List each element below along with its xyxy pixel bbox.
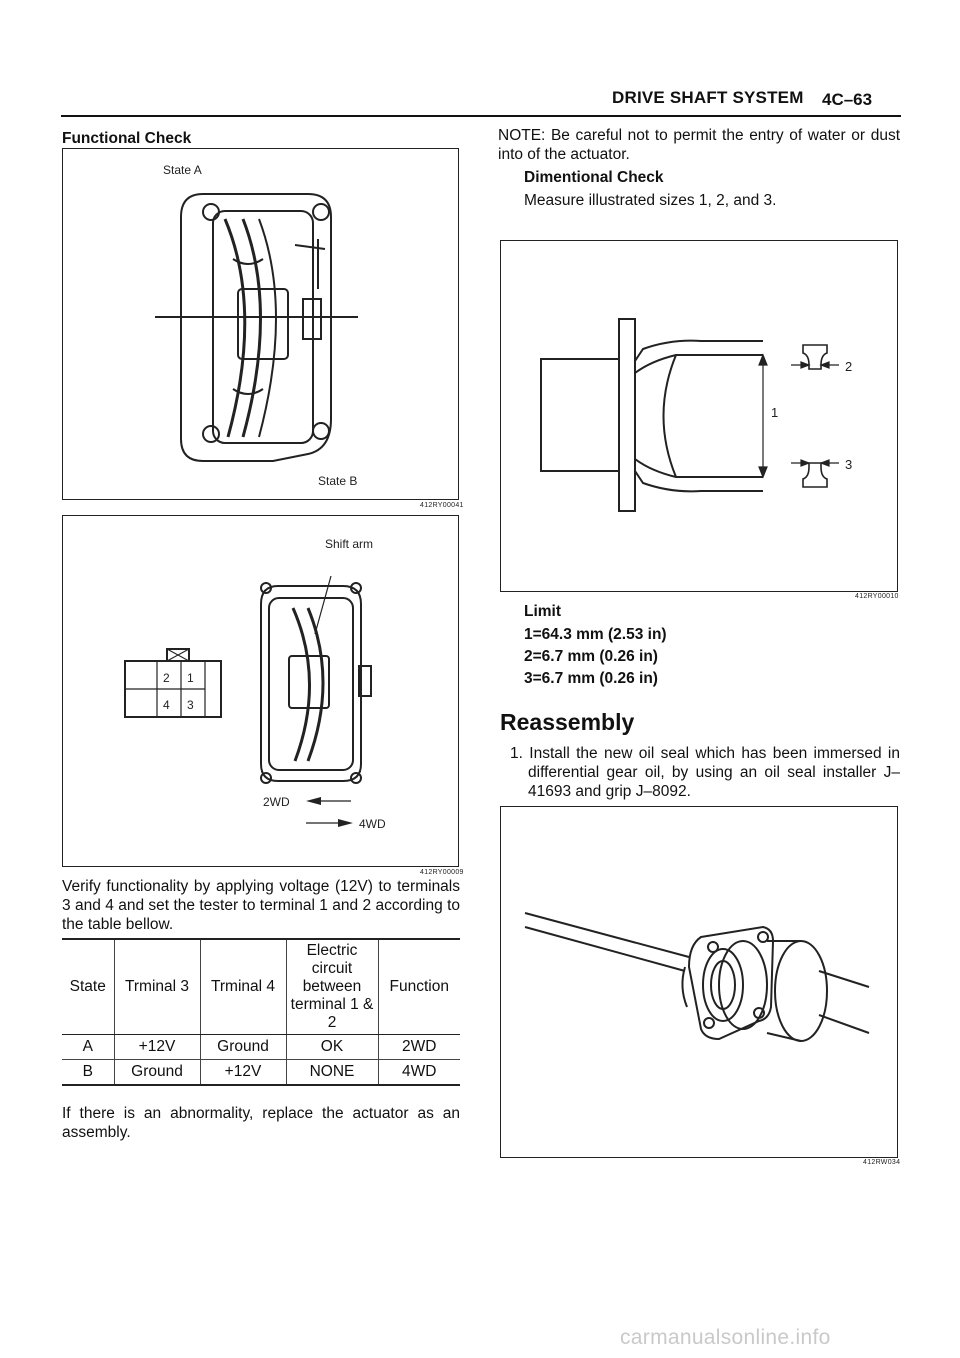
label-state-a: State A: [163, 163, 202, 177]
table-cell: NONE: [286, 1060, 378, 1085]
figure-id-3: 412RY00010: [855, 593, 899, 600]
figure-oil-seal-installer: [500, 806, 898, 1158]
table-header-row: [62, 940, 460, 1035]
table-cell: A: [62, 1035, 114, 1060]
dimension-label-1: 1: [771, 405, 779, 420]
terminal-4: 4: [163, 698, 170, 712]
terminal-3: 3: [187, 698, 194, 712]
dimension-label-2: 2: [845, 359, 853, 374]
reassembly-heading: Reassembly: [500, 709, 635, 735]
arrow-left-icon: [306, 797, 351, 805]
header-rule: [61, 115, 901, 117]
note-paragraph: NOTE: Be careful not to permit the entry of water or dust into of the actuator.: [498, 127, 900, 163]
dimentional-check-text: Measure illustrated sizes 1, 2, and 3.: [524, 192, 777, 209]
dimension-label-3: 3: [845, 457, 853, 472]
figure-id-2: 412RY00009: [420, 869, 464, 876]
yoke-dimensions-drawing: [501, 241, 897, 591]
figure-actuator-states: [62, 148, 459, 500]
footer-site-watermark: carmanualsonline.info: [620, 1326, 831, 1349]
label-shift-arm: Shift arm: [325, 537, 374, 551]
terminal-table-wrapper: [62, 938, 460, 1086]
header-page-number: 4C–63: [822, 90, 873, 109]
figure-yoke-dimensions: [500, 240, 898, 592]
shift-arm-drawing: [63, 516, 458, 866]
table-cell: 4WD: [378, 1060, 460, 1085]
table-cell: OK: [286, 1035, 378, 1060]
label-state-b: State B: [318, 474, 358, 488]
figure-shift-arm: [62, 515, 459, 867]
verify-paragraph: Verify functionality by applying voltage (12V) to terminals 3 and 4 and set the tester to terminal 1 and 2 according to the table bellow.: [62, 878, 460, 933]
table-header-cell: Trminal 3: [114, 940, 200, 1035]
table-header-cell: Function: [378, 940, 460, 1035]
abnormality-paragraph: If there is an abnormality, replace the actuator as an assembly.: [62, 1105, 460, 1141]
limit-3: 3=6.7 mm (0.26 in): [524, 670, 658, 687]
reassembly-step-1: 1. Install the new oil seal which has been immersed in differential gear oil, by using an oil seal installer J–41693 and grip J–8092.: [510, 745, 900, 800]
label-4wd: 4WD: [359, 817, 386, 831]
table-row: [62, 1035, 460, 1060]
limit-2: 2=6.7 mm (0.26 in): [524, 648, 658, 665]
terminal-2: 2: [163, 671, 170, 685]
table-header-cell: Trminal 4: [200, 940, 286, 1035]
actuator-states-drawing: [63, 149, 458, 499]
limit-title: Limit: [524, 603, 562, 620]
dimentional-check-title: Dimentional Check: [524, 169, 664, 186]
table-cell: 2WD: [378, 1035, 460, 1060]
table-cell: +12V: [114, 1035, 200, 1060]
table-row: [62, 1060, 460, 1085]
table-header-cell: State: [62, 940, 114, 1035]
table-header-cell: Electric circuit between terminal 1 & 2: [286, 940, 378, 1035]
terminal-1: 1: [187, 671, 194, 685]
table-cell: B: [62, 1060, 114, 1085]
label-2wd: 2WD: [263, 795, 290, 809]
oil-seal-installer-drawing: [501, 807, 897, 1157]
functional-check-title: Functional Check: [62, 130, 192, 147]
table-cell: Ground: [200, 1035, 286, 1060]
header-section-title: DRIVE SHAFT SYSTEM: [612, 88, 804, 107]
arrow-right-icon: [306, 819, 353, 827]
table-cell: +12V: [200, 1060, 286, 1085]
terminal-table: [62, 940, 460, 1084]
figure-id-4: 412RW034: [863, 1159, 901, 1166]
table-cell: Ground: [114, 1060, 200, 1085]
limit-1: 1=64.3 mm (2.53 in): [524, 626, 667, 643]
figure-id-1: 412RY00041: [420, 502, 464, 509]
